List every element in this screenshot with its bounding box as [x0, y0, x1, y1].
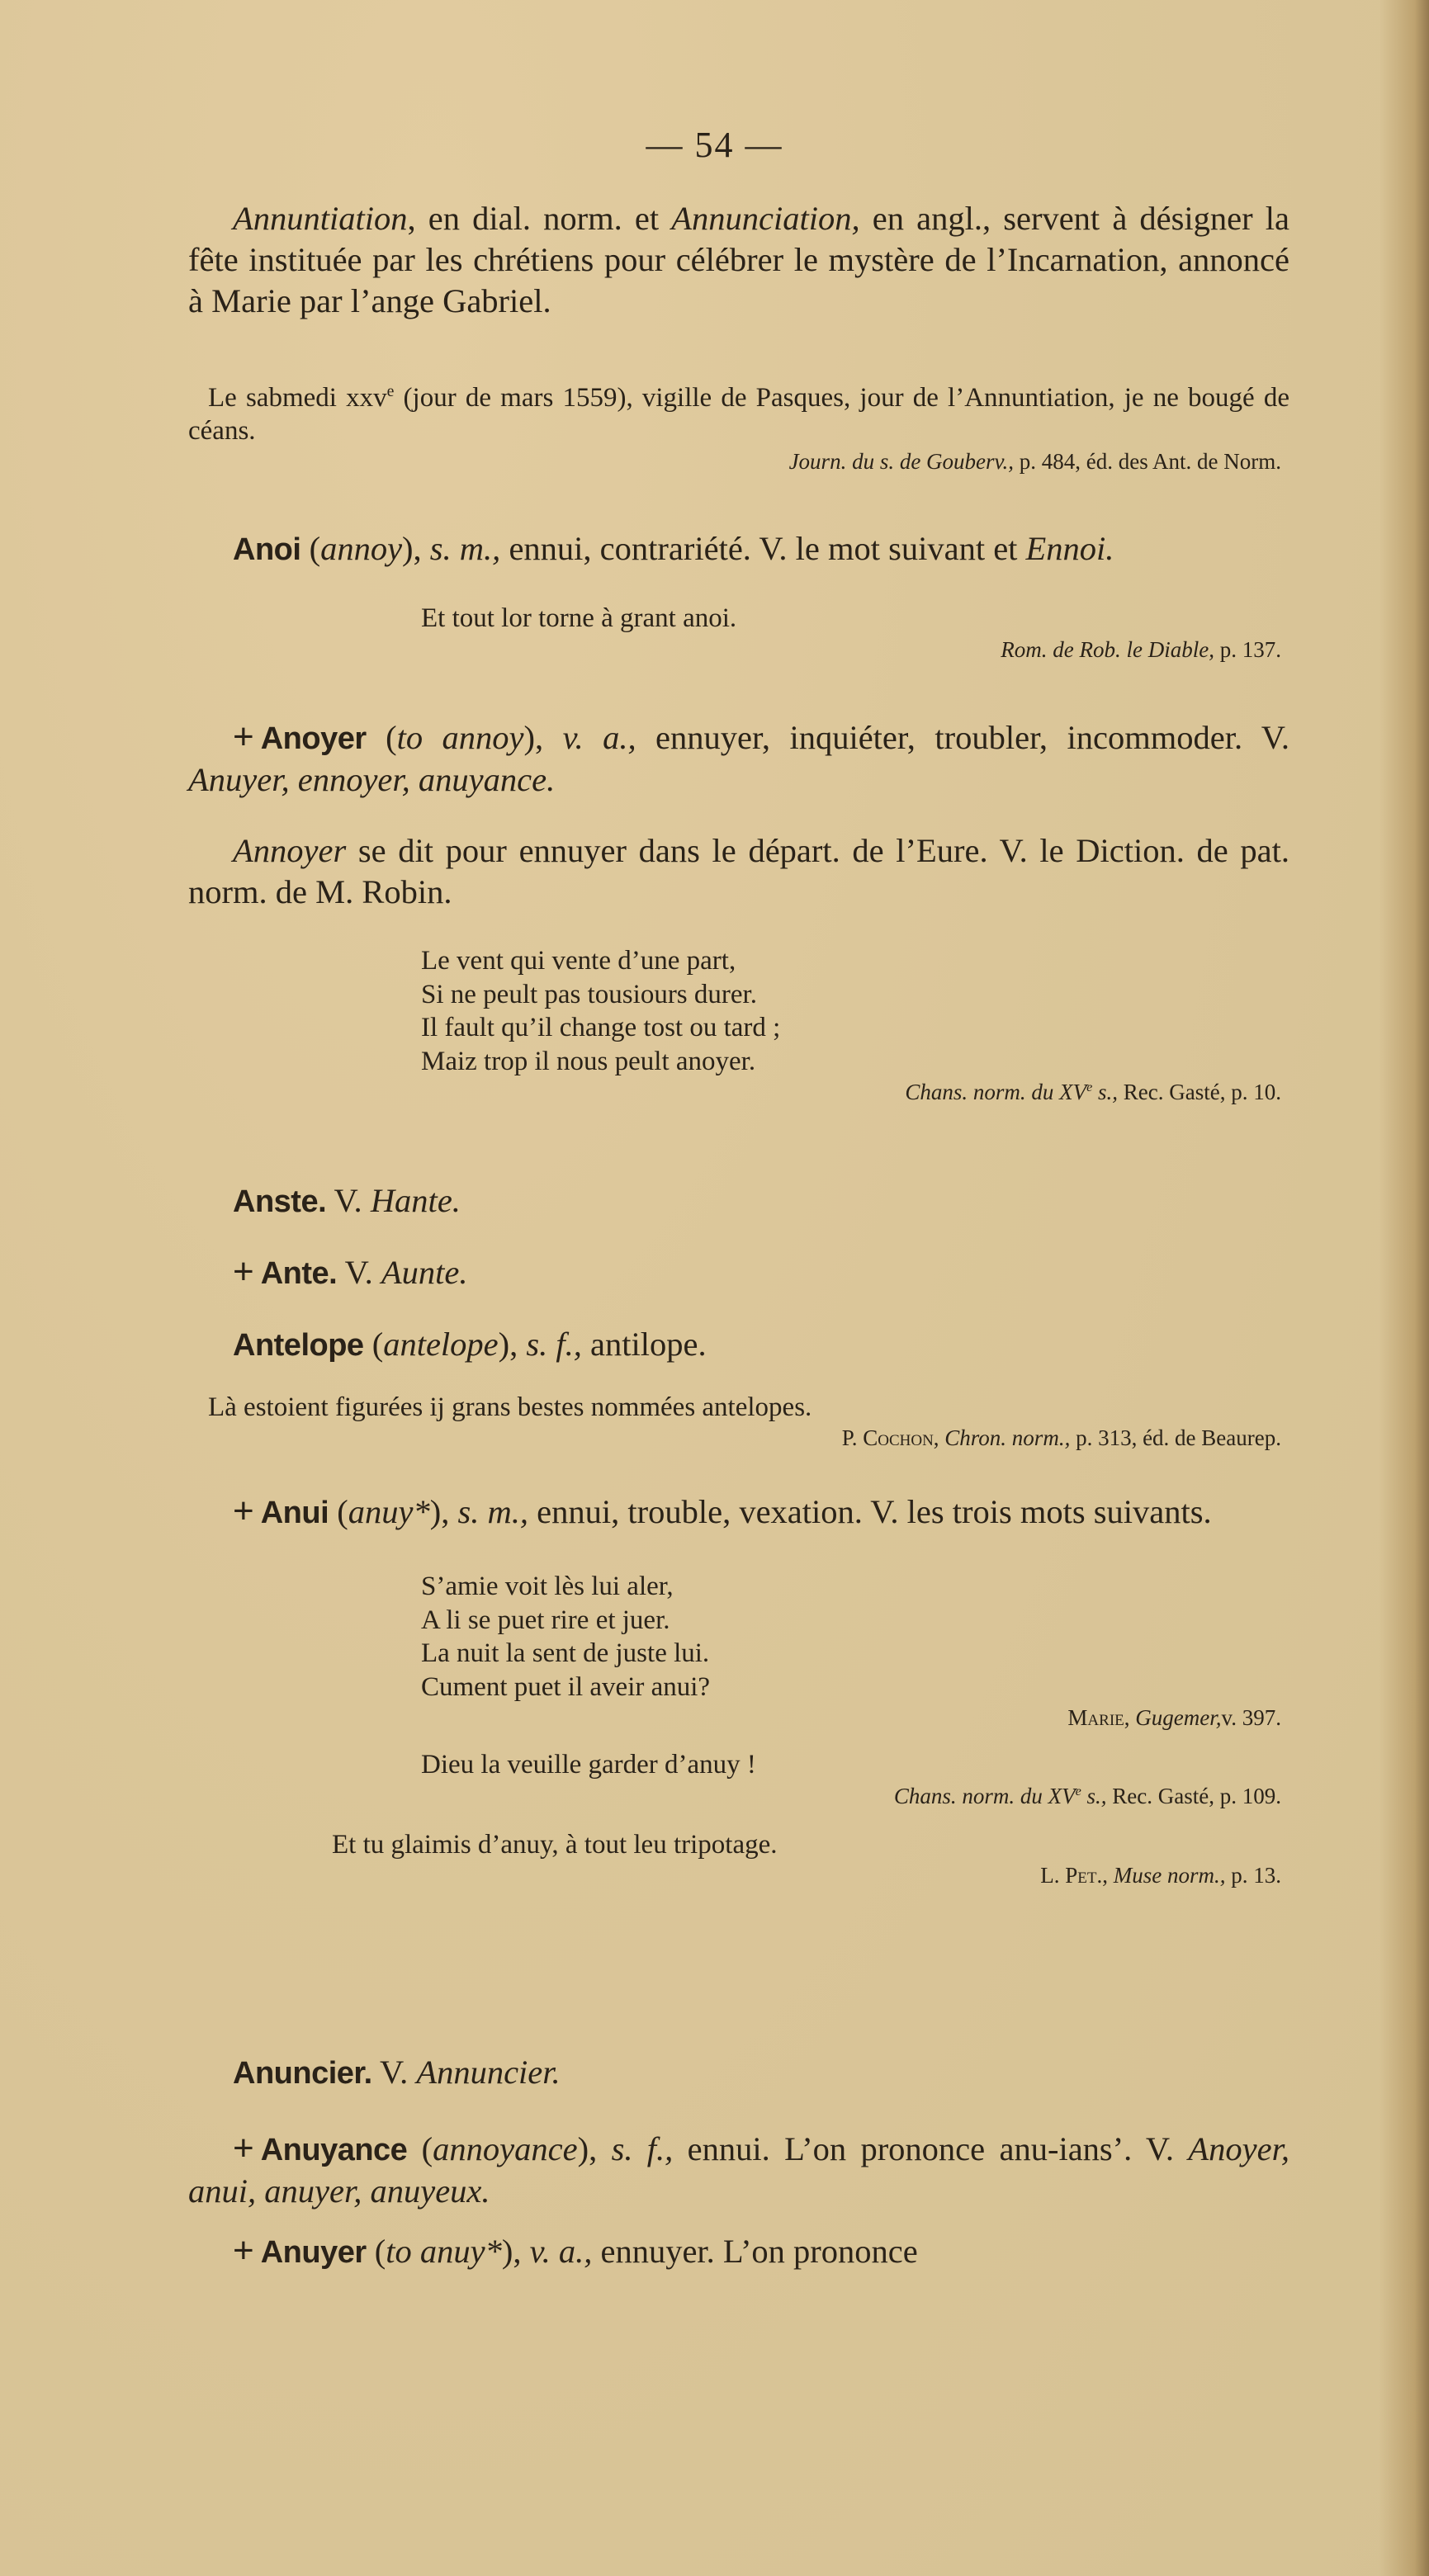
text-run: (: [366, 2233, 386, 2270]
verse-stanza: [188, 944, 1289, 1078]
part-of-speech: s. f.,: [526, 1326, 582, 1363]
text-run: (: [329, 1493, 348, 1530]
text-run: ),: [577, 2130, 612, 2167]
text-run: Rec. Gasté, p. 10.: [1118, 1080, 1281, 1104]
citation: [188, 636, 1289, 664]
entry-anoi: [188, 528, 1289, 664]
text-run: e: [386, 382, 395, 400]
cross-mark-icon: +: [233, 716, 254, 757]
headword: Anoi: [233, 532, 301, 567]
entry-ante: [188, 1251, 1289, 1294]
cross-reference: Aunte.: [381, 1254, 468, 1291]
text-run: [188, 1180, 1289, 1222]
term-annunciation: Annunciation,: [671, 200, 860, 237]
cross-mark-icon: +: [233, 2128, 254, 2168]
citation: [188, 1424, 1289, 1452]
text-run: e: [1086, 1080, 1093, 1094]
citation: [188, 1078, 1289, 1106]
cross-mark-icon: +: [233, 2230, 254, 2271]
part-of-speech: s. f.,: [611, 2130, 674, 2167]
term-annuntiation: Annuntiation: [233, 200, 408, 237]
text-run: Gugemer,: [1129, 1705, 1222, 1730]
usage-note: [188, 830, 1289, 913]
entry-anuyer: [188, 2230, 1289, 2273]
headword: Ante.: [260, 1256, 338, 1291]
cross-reference: Ennoi.: [1025, 530, 1114, 567]
verse-stanza: [188, 1570, 1289, 1704]
verse-line: Et tu glaimis d’anuy, à tout leu tripotage.: [332, 1829, 778, 1860]
text-run: ennui. L’on prononce anu-ians’. V.: [673, 2130, 1189, 2167]
text-run: p. 484, éd. des Ant. de Norm.: [1014, 449, 1281, 474]
text-run: (: [407, 2130, 433, 2167]
entry-antelope: [188, 1324, 1289, 1452]
entry-anoi-text: [188, 528, 1289, 570]
verse-line: La nuit la sent de juste lui.: [421, 1638, 710, 1668]
english-equivalent: anuy*: [348, 1493, 430, 1530]
page-number: — 54 —: [646, 125, 783, 165]
text-run: (jour de mars 1559), vigille de Pasques, jour de l’Annuntiation, je ne bougé de céans.: [188, 383, 1289, 446]
cross-reference: Anuyer, ennoyer, anuyance.: [188, 761, 556, 798]
intro-text: , en dial. norm. et: [407, 200, 672, 237]
intro-paragraph: [188, 198, 1289, 322]
text-run: p. 313, éd. de Beaurep.: [1070, 1425, 1281, 1450]
citation: [188, 1704, 1289, 1732]
text-run: Chans. norm. du XV: [905, 1080, 1087, 1104]
text-run: V.: [326, 1182, 371, 1219]
intro-text-rest: en angl., servent à désigner la fête instituée par les chrétiens pour célébrer le mystère de l’Incarnation, annoncé à Marie par l’ange Gabriel.: [188, 200, 1289, 319]
text-run: V.: [371, 2054, 417, 2091]
text-run: se dit pour ennuyer dans le départ. de l’Eure. V. le Diction. de pat. norm. de M. Robin.: [188, 832, 1289, 910]
text-run: Journ. du s. de Gouberv.,: [788, 449, 1015, 474]
text-run: e: [1075, 1783, 1081, 1798]
text-run: ),: [429, 1493, 458, 1530]
citation: [188, 1861, 1289, 1889]
verse-line: A li se puet rire et juer.: [421, 1605, 670, 1635]
text-run: Marie,: [1067, 1705, 1130, 1730]
text-run: V.: [337, 1254, 381, 1291]
citation: [188, 447, 1289, 475]
text-run: ),: [523, 719, 563, 756]
english-equivalent: antelope: [383, 1326, 499, 1363]
text-run: [188, 1251, 1289, 1294]
part-of-speech: s. m.,: [429, 530, 501, 567]
quote-text: Là estoient figurées ij grans bestes nommées antelopes.: [208, 1392, 812, 1422]
text-run: (: [300, 530, 321, 567]
quote-text: [188, 381, 1289, 447]
entry-anoyer-text: [188, 716, 1289, 801]
text-run: [188, 1324, 1289, 1366]
text-run: s.,: [1081, 1783, 1107, 1808]
text-run: [188, 2128, 1289, 2212]
text-run: Chron. norm.,: [939, 1425, 1071, 1450]
text-run: P. Cochon,: [841, 1425, 939, 1450]
text-run: (: [363, 1326, 384, 1363]
text-run: ),: [402, 530, 430, 567]
text-run: [188, 2052, 1289, 2094]
text-run: antilope.: [581, 1326, 707, 1363]
entry-anste: [188, 1180, 1289, 1222]
text-run: ennuyer. L’on prononce: [592, 2233, 918, 2270]
text-run: ennui, contrariété. V. le mot suivant et: [500, 530, 1026, 567]
text-run: [188, 1491, 1289, 1534]
english-equivalent: annoyance: [433, 2130, 578, 2167]
headword: Anui: [260, 1496, 329, 1530]
verse-line: Et tout lor torne à grant anoi.: [421, 603, 737, 633]
text-run: ennui, trouble, vexation. V. les trois mots suivants.: [528, 1493, 1212, 1530]
text-run: Rom. de Rob. le Diable,: [1001, 636, 1214, 662]
text-run: p. 13.: [1225, 1863, 1281, 1888]
text-run: Rec. Gasté, p. 109.: [1106, 1783, 1281, 1808]
entry-anuyance: [188, 2128, 1289, 2212]
text-run: [188, 2230, 1289, 2273]
english-equivalent: to anuy*: [386, 2233, 502, 2270]
entry-annuntiation: [188, 198, 1289, 322]
text-run: Muse norm.,: [1108, 1863, 1226, 1888]
headword: Antelope: [233, 1328, 364, 1363]
part-of-speech: v. a.,: [529, 2233, 593, 2270]
text-run: v. 397.: [1221, 1705, 1281, 1730]
text-run: s.,: [1092, 1080, 1119, 1104]
verse-line: S’amie voit lès lui aler,: [421, 1572, 674, 1601]
citation: [188, 1782, 1289, 1810]
entry-anoyer: [188, 716, 1289, 1106]
verse-line: Maiz trop il nous peult anoyer.: [421, 1046, 756, 1076]
text-run: p. 137.: [1214, 636, 1281, 662]
headword: Anoyer: [260, 721, 367, 756]
headword: Anste.: [233, 1184, 327, 1219]
text-run: Le sabmedi xxv: [208, 383, 387, 413]
text-run: L. Pet.,: [1040, 1863, 1108, 1888]
english-equivalent: annoy: [320, 530, 403, 567]
part-of-speech: v. a.,: [562, 719, 636, 756]
headword: Anuncier.: [233, 2056, 372, 2091]
cross-reference: Hante.: [370, 1182, 461, 1219]
cross-mark-icon: +: [233, 1491, 254, 1531]
verse-line: Si ne peult pas tousiours durer.: [421, 979, 757, 1009]
text-run: Chans. norm. du XV: [893, 1783, 1076, 1808]
part-of-speech: s. m.,: [457, 1493, 529, 1530]
headword: Anuyance: [260, 2133, 408, 2167]
cross-mark-icon: +: [233, 1251, 254, 1292]
text-run: ennuyer, inquiéter, troubler, incommoder. V.: [636, 719, 1289, 756]
verse-line: Dieu la veuille garder d’anuy !: [421, 1750, 756, 1780]
text-run: Annoyer: [233, 832, 347, 869]
text-run: (: [366, 719, 397, 756]
entry-anuncier: [188, 2052, 1289, 2094]
cross-reference: Anoyer, anui, anuyer, anuyeux.: [188, 2130, 1289, 2210]
english-equivalent: to annoy: [396, 719, 524, 756]
text-run: ),: [501, 2233, 530, 2270]
cross-reference: Annuncier.: [416, 2054, 561, 2091]
verse-line: Le vent qui vente d’une part,: [421, 946, 736, 976]
verse-line: Il fault qu’il change tost ou tard ;: [421, 1013, 781, 1042]
text-run: ),: [498, 1326, 527, 1363]
quote-gouberville: [188, 381, 1289, 475]
verse-line: Cument puet il aveir anui?: [421, 1671, 711, 1702]
headword: Anuyer: [260, 2235, 367, 2270]
entry-anui: [188, 1491, 1289, 1889]
